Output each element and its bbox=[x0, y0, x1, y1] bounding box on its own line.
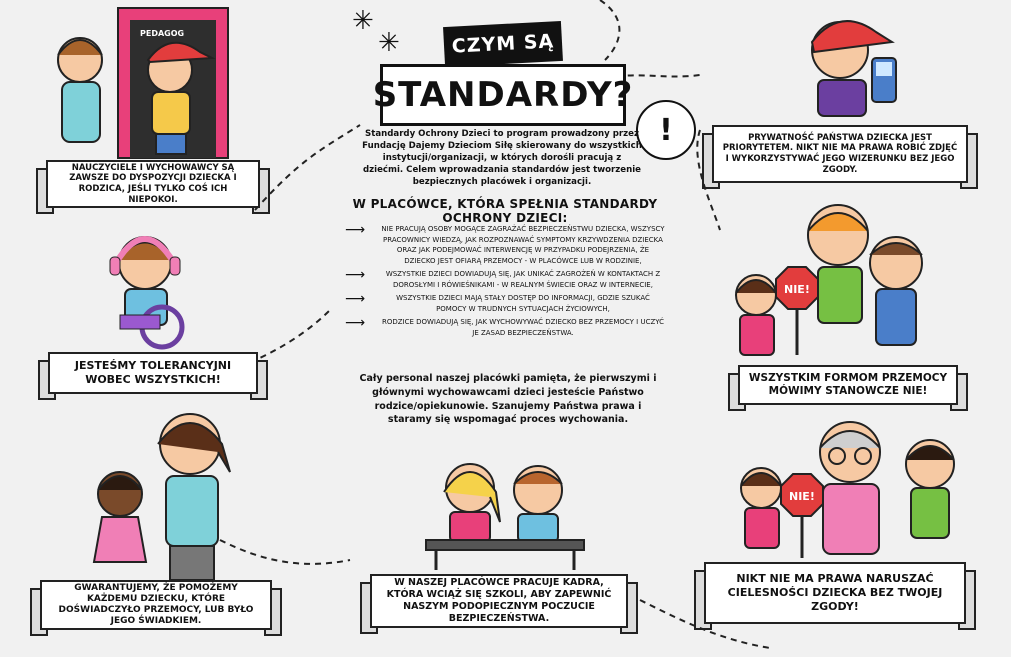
banner-staff: W NASZEJ PLACÓWCE PRACUJE KADRA, KTÓRA WCIĄŻ SIĘ SZKOLI, ABY ZAPEWNIĆ NASZYM PODOPIECZNYM POCZUCIE BEZPIECZEŃSTWA. bbox=[370, 574, 628, 628]
grandma-kids-illustration bbox=[725, 412, 965, 562]
sparkle-icon: ✳ bbox=[378, 28, 400, 58]
stop-sign-text: NIE! bbox=[784, 283, 810, 296]
students-desk-illustration bbox=[420, 452, 590, 572]
banner-teachers: NAUCZYCIELE I WYCHOWAWCY SĄ ZAWSZE DO DYSPOZYCJI DZIECKA I RODZICA, JEŚLI TYLKO COŚ ICH NIEPOKOI. bbox=[46, 160, 260, 208]
boy-phone-illustration bbox=[788, 2, 918, 120]
banner-guarantee: GWARANTUJEMY, ŻE POMOŻEMY KAŻDEMU DZIECKU, KTÓRE DOŚWIADCZYŁO PRZEMOCY, LUB BYŁO JEGO ŚWIADKIEM. bbox=[40, 580, 272, 630]
comfort-illustration bbox=[80, 402, 260, 580]
list-item: ⟶ NIE PRACUJĄ OSOBY MOGĄCE ZAGRAŻAĆ BEZPIECZEŃSTWU DZIECKA, WSZYSCY PRACOWNICY WIEDZĄ, JAK ROZPOZNAWAĆ SYMPTOMY KRZYWDZENIA DZIECKA ORAZ JAK PODEJMOWAĆ INTERWENCJĘ W PRZYPADKU PODEJRZENIA, ŻE DZIECKO JEST OFIARĄ PRZEMOCY - W PLACÓWCE LUB W RODZINIE, bbox=[345, 222, 665, 265]
teacher-door-illustration bbox=[40, 0, 260, 160]
arrow-icon: ⟶ bbox=[345, 222, 366, 238]
page-title: STANDARDY? bbox=[380, 64, 626, 126]
wheelchair-girl-illustration bbox=[90, 215, 210, 350]
arrow-icon: ⟶ bbox=[345, 315, 366, 331]
banner-tolerant: JESTEŚMY TOLERANCYJNI WOBEC WSZYSTKICH! bbox=[48, 352, 258, 394]
list-item: ⟶ RODZICE DOWIADUJĄ SIĘ, JAK WYCHOWYWAĆ DZIECKO BEZ PRZEMOCY I UCZYĆ JE ZASAD BEZPIECZEŃSTWA. bbox=[345, 315, 665, 337]
stop-sign-kids-illustration bbox=[728, 195, 938, 360]
sparkle-icon: ✳ bbox=[352, 6, 374, 36]
standards-list bbox=[345, 224, 665, 341]
exclamation-icon: ! bbox=[636, 100, 696, 160]
banner-body: NIKT NIE MA PRAWA NARUSZAĆ CIELESNOŚCI DZIECKA BEZ TWOJEJ ZGODY! bbox=[704, 562, 966, 624]
list-item: ⟶ WSZYSTKIE DZIECI MAJĄ STAŁY DOSTĘP DO INFORMACJI, GDZIE SZUKAĆ POMOCY W TRUDNYCH SYTUACJACH ŻYCIOWYCH, bbox=[345, 291, 650, 313]
title-tag: CZYM SĄ bbox=[443, 21, 563, 67]
closing-text: Cały personal naszej placówki pamięta, że pierwszymi i głównymi wychowawcami dzieci jesteście Państwo rodzice/opiekunowie. Szanujemy Państwa prawa i staramy się wspomagać proces wychowania. bbox=[359, 373, 657, 426]
door-sign: PEDAGOG bbox=[140, 29, 185, 38]
arrow-icon: ⟶ bbox=[345, 267, 366, 283]
banner-violence: WSZYSTKIM FORMOM PRZEMOCY MÓWIMY STANOWCZE NIE! bbox=[738, 365, 958, 405]
intro-text: Standardy Ochrony Dzieci to program prowadzony przez Fundację Dajemy Dzieciom Siłę skierowany do wszystkich instytucji/organizacji, w których dorośli pracują z dziećmi. Celem wprowadzania standardów jest tworzenie bezpiecznych placówek i organizacji. bbox=[362, 129, 642, 188]
list-item: ⟶ WSZYSTKIE DZIECI DOWIADUJĄ SIĘ, JAK UNIKAĆ ZAGROŻEŃ W KONTAKTACH Z DOROSŁYMI I RÓWIEŚNIKAMI - W REALNYM ŚWIECIE ORAZ W INTERNECIE, bbox=[345, 267, 661, 289]
section-heading: W PLACÓWCE, KTÓRA SPEŁNIA STANDARDY OCHRONY DZIECI: bbox=[352, 197, 658, 225]
banner-privacy: PRYWATNOŚĆ PAŃSTWA DZIECKA JEST PRIORYTETEM. NIKT NIE MA PRAWA ROBIĆ ZDJĘĆ I WYKORZYSTYWAĆ JEGO WIZERUNKU BEZ JEGO ZGODY. bbox=[712, 125, 968, 183]
stop-sign-text: NIE! bbox=[789, 490, 815, 503]
arrow-icon: ⟶ bbox=[345, 291, 366, 307]
